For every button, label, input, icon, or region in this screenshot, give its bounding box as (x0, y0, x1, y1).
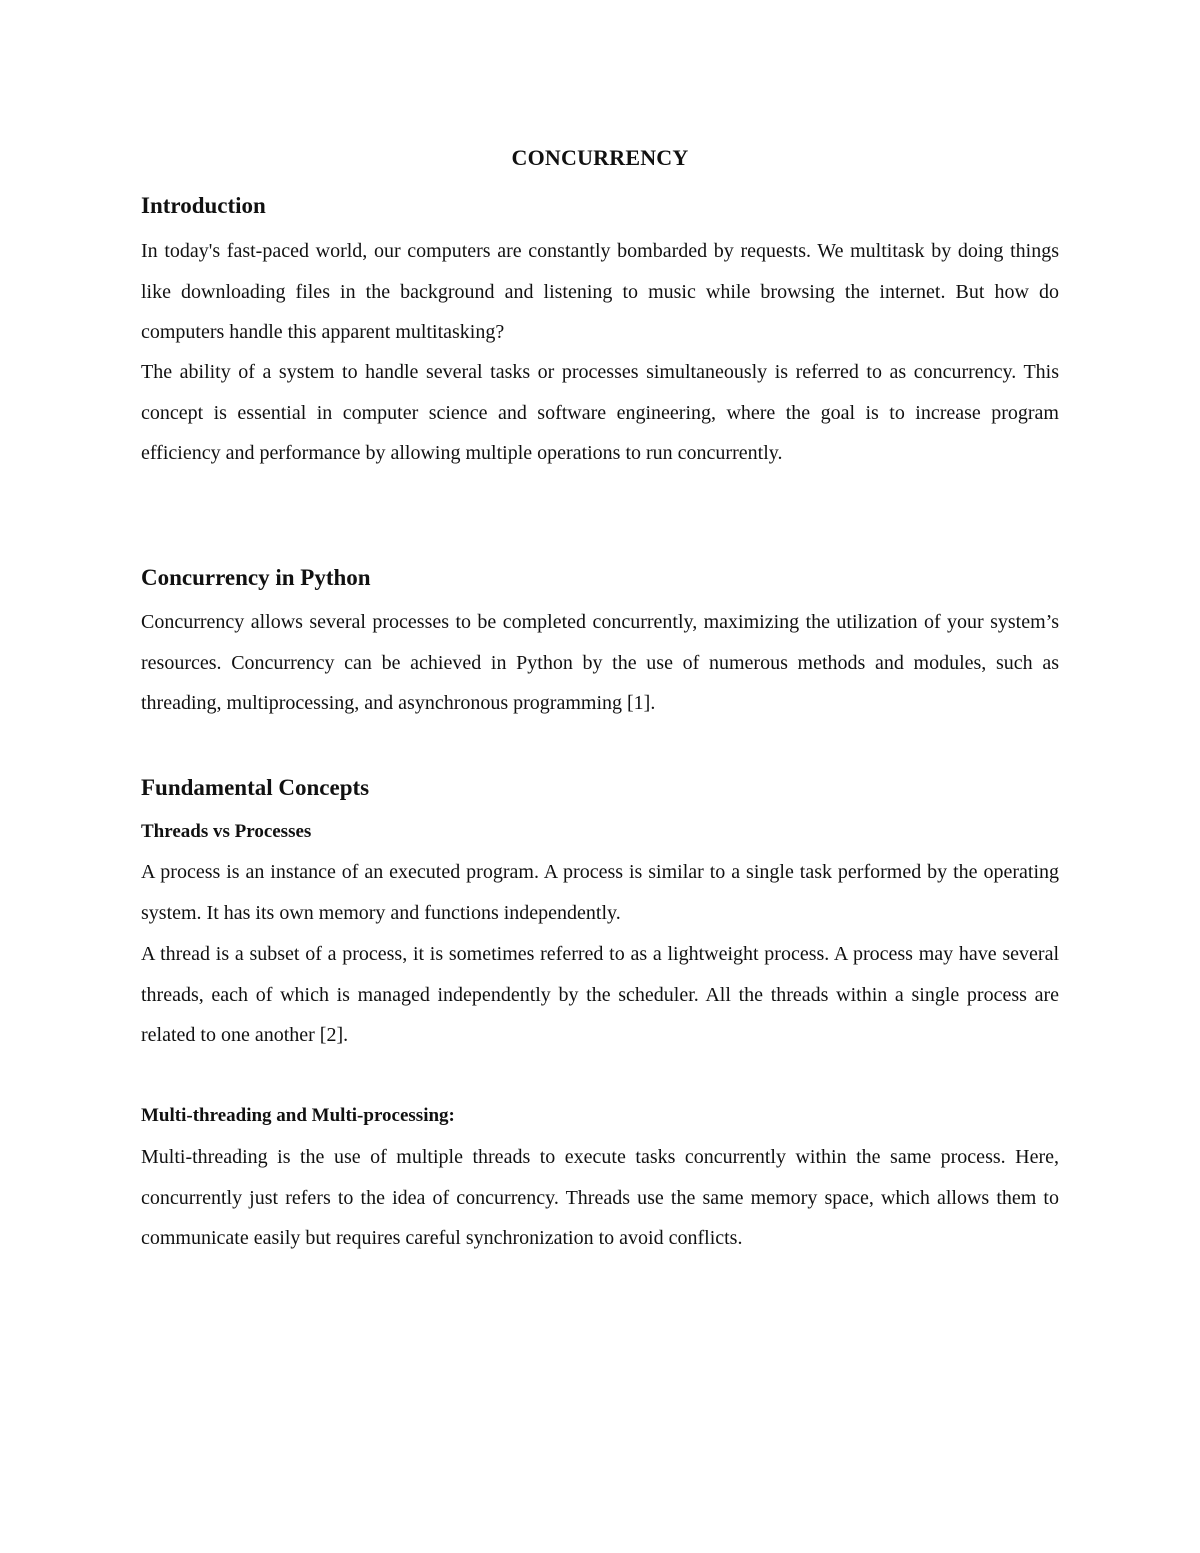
subheading-threads-vs-processes: Threads vs Processes (141, 821, 312, 842)
heading-fundamental-concepts: Fundamental Concepts (141, 775, 370, 800)
paragraph-introduction-2: The ability of a system to handle several tasks or processes simultaneously is referred to as concurrency. This concept is essential in computer science and software engineering, where the goal is to increase program efficiency and performance by allowing multiple operations to run concurrently. (141, 361, 1059, 464)
paragraph-threads-1: A process is an instance of an executed program. A process is similar to a single task performed by the operating system. It has its own memory and functions independently. (141, 861, 1059, 924)
subheading-multithreading-multiprocessing: Multi-threading and Multi-processing: (141, 1105, 455, 1126)
document-title: CONCURRENCY (511, 145, 689, 170)
heading-concurrency-in-python: Concurrency in Python (141, 565, 371, 590)
paragraph-concurrency-in-python: Concurrency allows several processes to be completed concurrently, maximizing the utilization of your system’s resources. Concurrency can be achieved in Python by the use of numerous methods and modules, such as threading, multiprocessing, and asynchronous programming [1]. (141, 611, 1059, 714)
paragraph-introduction-1: In today's fast-paced world, our computers are constantly bombarded by requests. We multitask by doing things like downloading files in the background and listening to music while browsing the internet. But how do computers handle this apparent multitasking? (141, 240, 1059, 343)
paragraph-multithreading: Multi-threading is the use of multiple threads to execute tasks concurrently within the same process. Here, concurrently just refers to the idea of concurrency. Threads use the same memory space, which allows them to communicate easily but requires careful synchronization to avoid conflicts. (141, 1146, 1059, 1249)
paragraph-threads-2: A thread is a subset of a process, it is sometimes referred to as a lightweight process. A process may have several threads, each of which is managed independently by the scheduler. All the threads within a single process are related to one another [2]. (141, 943, 1059, 1046)
heading-introduction: Introduction (141, 193, 266, 218)
